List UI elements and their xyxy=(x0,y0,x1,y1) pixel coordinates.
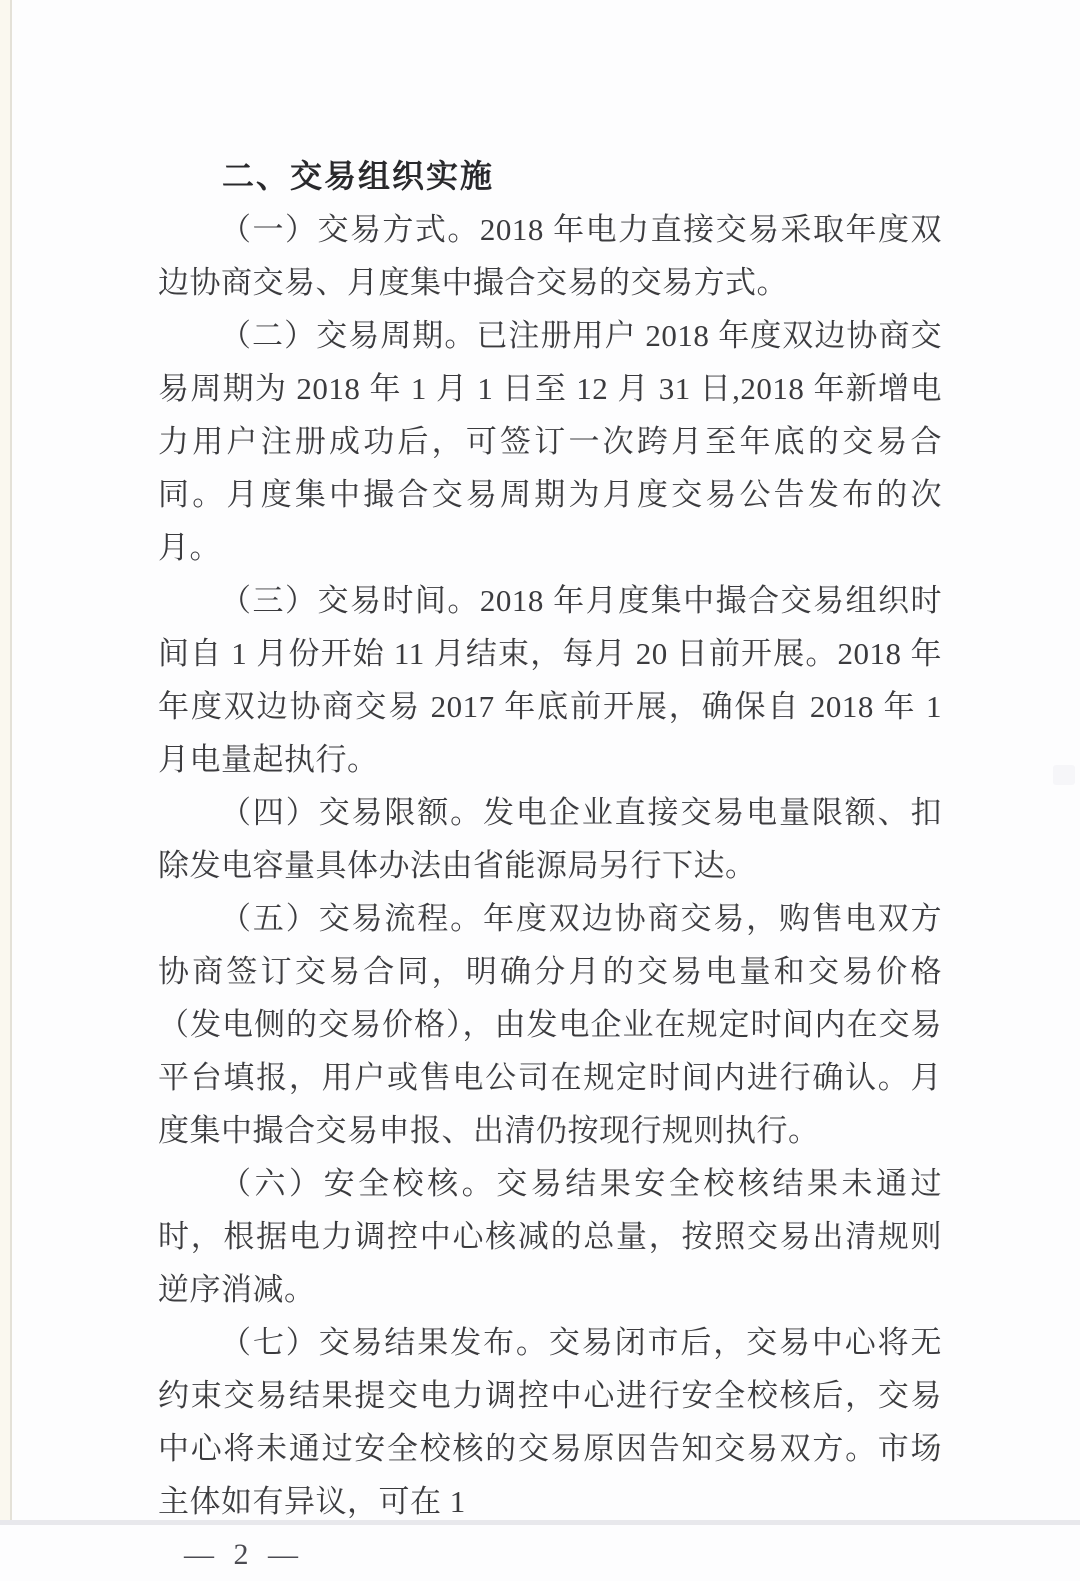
body-paragraph-2: （二）交易周期。已注册用户 2018 年度双边协商交易周期为 2018 年 1 月 1 日至 12 月 31 日,2018 年新增电力用户注册成功后，可签订一次跨月至年底的交易合同。月度集中撮合交易周期为月度交易公告发布的次月。 xyxy=(158,318,942,565)
body-paragraph-5: （五）交易流程。年度双边协商交易，购售电双方协商签订交易合同，明确分月的交易电量和交易价格（发电侧的交易价格），由发电企业在规定时间内在交易平台填报，用户或售电公司在规定时间内进行确认。月度集中撮合交易申报、出清仍按现行规则执行。 xyxy=(158,901,942,1148)
body-paragraph-6: （六）安全校核。交易结果安全校核结果未通过时，根据电力调控中心核减的总量，按照交易出清规则逆序消减。 xyxy=(158,1166,942,1307)
body-paragraph-4: （四）交易限额。发电企业直接交易电量限额、扣除发电容量具体办法由省能源局另行下达。 xyxy=(158,795,942,883)
scan-smudge xyxy=(1053,765,1075,785)
scan-fold-line xyxy=(10,0,12,1525)
document-content xyxy=(158,150,942,1581)
scan-left-edge xyxy=(0,0,10,1525)
body-paragraph-3: （三）交易时间。2018 年月度集中撮合交易组织时间自 1 月份开始 11 月结束，每月 20 日前开展。2018 年年度双边协商交易 2017 年底前开展，确保自 2018 年 1 月电量起执行。 xyxy=(158,583,942,777)
section-heading: 二、交易组织实施 xyxy=(222,158,495,194)
body-paragraph-1: （一）交易方式。2018 年电力直接交易采取年度双边协商交易、月度集中撮合交易的交易方式。 xyxy=(158,212,942,300)
body-paragraph-7: （七）交易结果发布。交易闭市后，交易中心将无约束交易结果提交电力调控中心进行安全校核后，交易中心将未通过安全校核的交易原因告知交易双方。市场主体如有异议，可在 1 xyxy=(158,1325,942,1519)
page-number: — 2 — xyxy=(184,1538,304,1571)
